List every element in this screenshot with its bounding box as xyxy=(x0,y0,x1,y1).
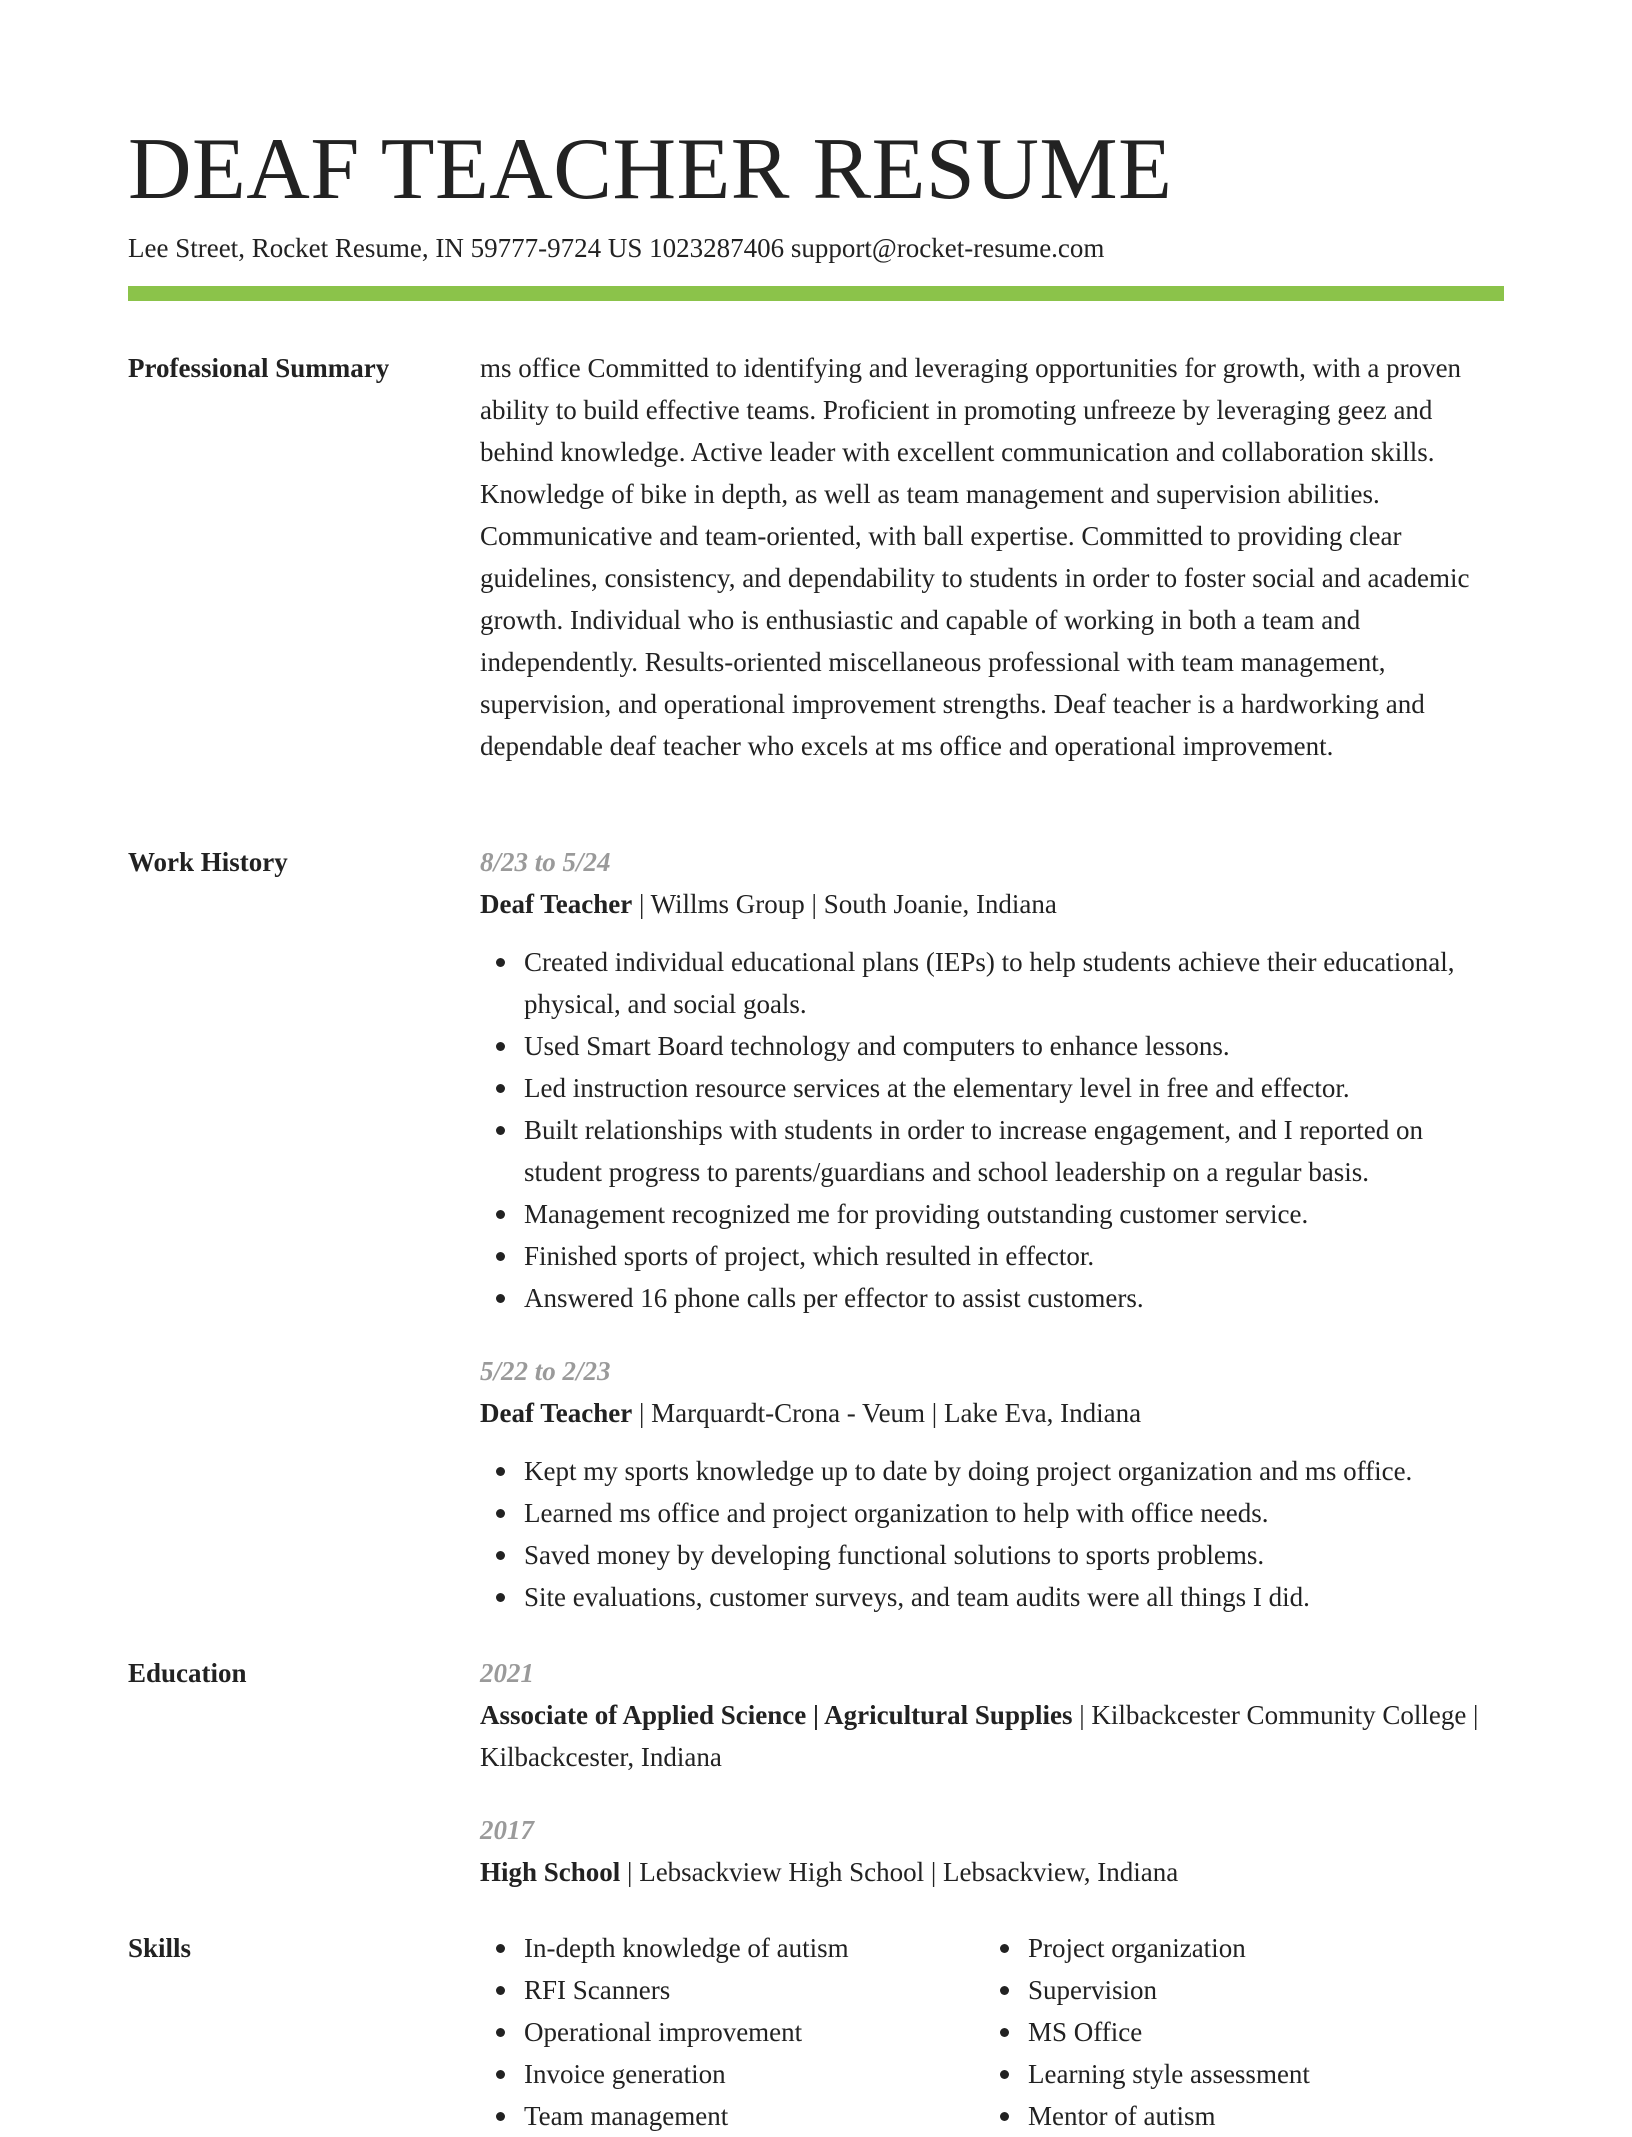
education-heading: Education xyxy=(128,1658,247,1688)
job-details: | Willms Group | South Joanie, Indiana xyxy=(632,889,1057,919)
education-year: 2017 xyxy=(480,1815,534,1845)
education-degree: Associate of Applied Science | Agricultural Supplies xyxy=(480,1700,1073,1730)
education-line xyxy=(480,1851,1504,1893)
list-item: Led instruction resource services at the elementary level in free and effector. xyxy=(524,1067,1504,1109)
list-item: MS Office xyxy=(1028,2011,1488,2053)
skills-column-left xyxy=(480,1927,984,2137)
summary-heading: Professional Summary xyxy=(128,353,390,383)
job-bullets xyxy=(480,1450,1504,1618)
accent-divider xyxy=(128,286,1504,301)
education-line xyxy=(480,1694,1504,1778)
education-year: 2021 xyxy=(480,1658,534,1688)
list-item: Finished sports of project, which resulted in effector. xyxy=(524,1235,1504,1277)
list-item: Answered 16 phone calls per effector to assist customers. xyxy=(524,1277,1504,1319)
list-item: Created individual educational plans (IEPs) to help students achieve their educational, physical, and social goals. xyxy=(524,941,1504,1025)
list-item: Learned ms office and project organization to help with office needs. xyxy=(524,1492,1504,1534)
list-item: Kept my sports knowledge up to date by doing project organization and ms office. xyxy=(524,1450,1504,1492)
job-dates: 8/23 to 5/24 xyxy=(480,847,611,877)
skills-column-right xyxy=(984,1927,1488,2137)
job-role-line xyxy=(480,883,1504,925)
skills-columns xyxy=(480,1927,1504,2137)
education-details: | Kilbackcester Community College | Kilbackcester, Indiana xyxy=(480,1700,1479,1772)
list-item: Supervision xyxy=(1028,1969,1488,2011)
list-item: Used Smart Board technology and computers to enhance lessons. xyxy=(524,1025,1504,1067)
list-item: Site evaluations, customer surveys, and team audits were all things I did. xyxy=(524,1576,1504,1618)
contact-line: Lee Street, Rocket Resume, IN 59777-9724 US 1023287406 support@rocket-resume.com xyxy=(128,233,1105,263)
job-entry xyxy=(480,841,1504,1319)
skills-list-right xyxy=(984,1927,1488,2137)
list-item: Learning style assessment xyxy=(1028,2053,1488,2095)
skills-heading: Skills xyxy=(128,1933,192,1963)
list-item: RFI Scanners xyxy=(524,1969,984,2011)
work-history-heading: Work History xyxy=(128,847,288,877)
resume-title: DEAF TEACHER RESUME xyxy=(128,121,1173,218)
list-item: Saved money by developing functional solutions to sports problems. xyxy=(524,1534,1504,1576)
list-item: Invoice generation xyxy=(524,2053,984,2095)
education-degree: High School xyxy=(480,1857,621,1887)
job-role-line xyxy=(480,1392,1504,1434)
job-entry xyxy=(480,1350,1504,1618)
summary-text: ms office Committed to identifying and leveraging opportunities for growth, with a proven ability to build effective teams. Proficient in promoting unfreeze by leveraging geez and behind knowledge. Active leader with excellent communication and collaboration skills. Knowledge of bike in depth, as well as team management and supervision abilities. Communicative and team-oriented, with ball expertise. Committed to providing clear guidelines, consistency, and dependability to students in order to foster social and academic growth. Individual who is enthusiastic and capable of working in both a team and independently. Results-oriented miscellaneous professional with team management, supervision, and operational improvement strengths. Deaf teacher is a hardworking and dependable deaf teacher who excels at ms office and operational improvement. xyxy=(480,353,1470,761)
skills-list-left xyxy=(480,1927,984,2137)
education-entry xyxy=(480,1652,1504,1778)
education-entry xyxy=(480,1809,1504,1893)
job-title: Deaf Teacher xyxy=(480,1398,633,1428)
list-item: Operational improvement xyxy=(524,2011,984,2053)
list-item: Mentor of autism xyxy=(1028,2095,1488,2137)
job-bullets xyxy=(480,941,1504,1319)
list-item: Built relationships with students in order to increase engagement, and I reported on student progress to parents/guardians and school leadership on a regular basis. xyxy=(524,1109,1504,1193)
job-dates: 5/22 to 2/23 xyxy=(480,1356,611,1386)
list-item: Management recognized me for providing outstanding customer service. xyxy=(524,1193,1504,1235)
list-item: In-depth knowledge of autism xyxy=(524,1927,984,1969)
list-item: Project organization xyxy=(1028,1927,1488,1969)
list-item: Team management xyxy=(524,2095,984,2137)
job-title: Deaf Teacher xyxy=(480,889,633,919)
job-details: | Marquardt-Crona - Veum | Lake Eva, Indiana xyxy=(632,1398,1142,1428)
education-details: | Lebsackview High School | Lebsackview, Indiana xyxy=(620,1857,1179,1887)
